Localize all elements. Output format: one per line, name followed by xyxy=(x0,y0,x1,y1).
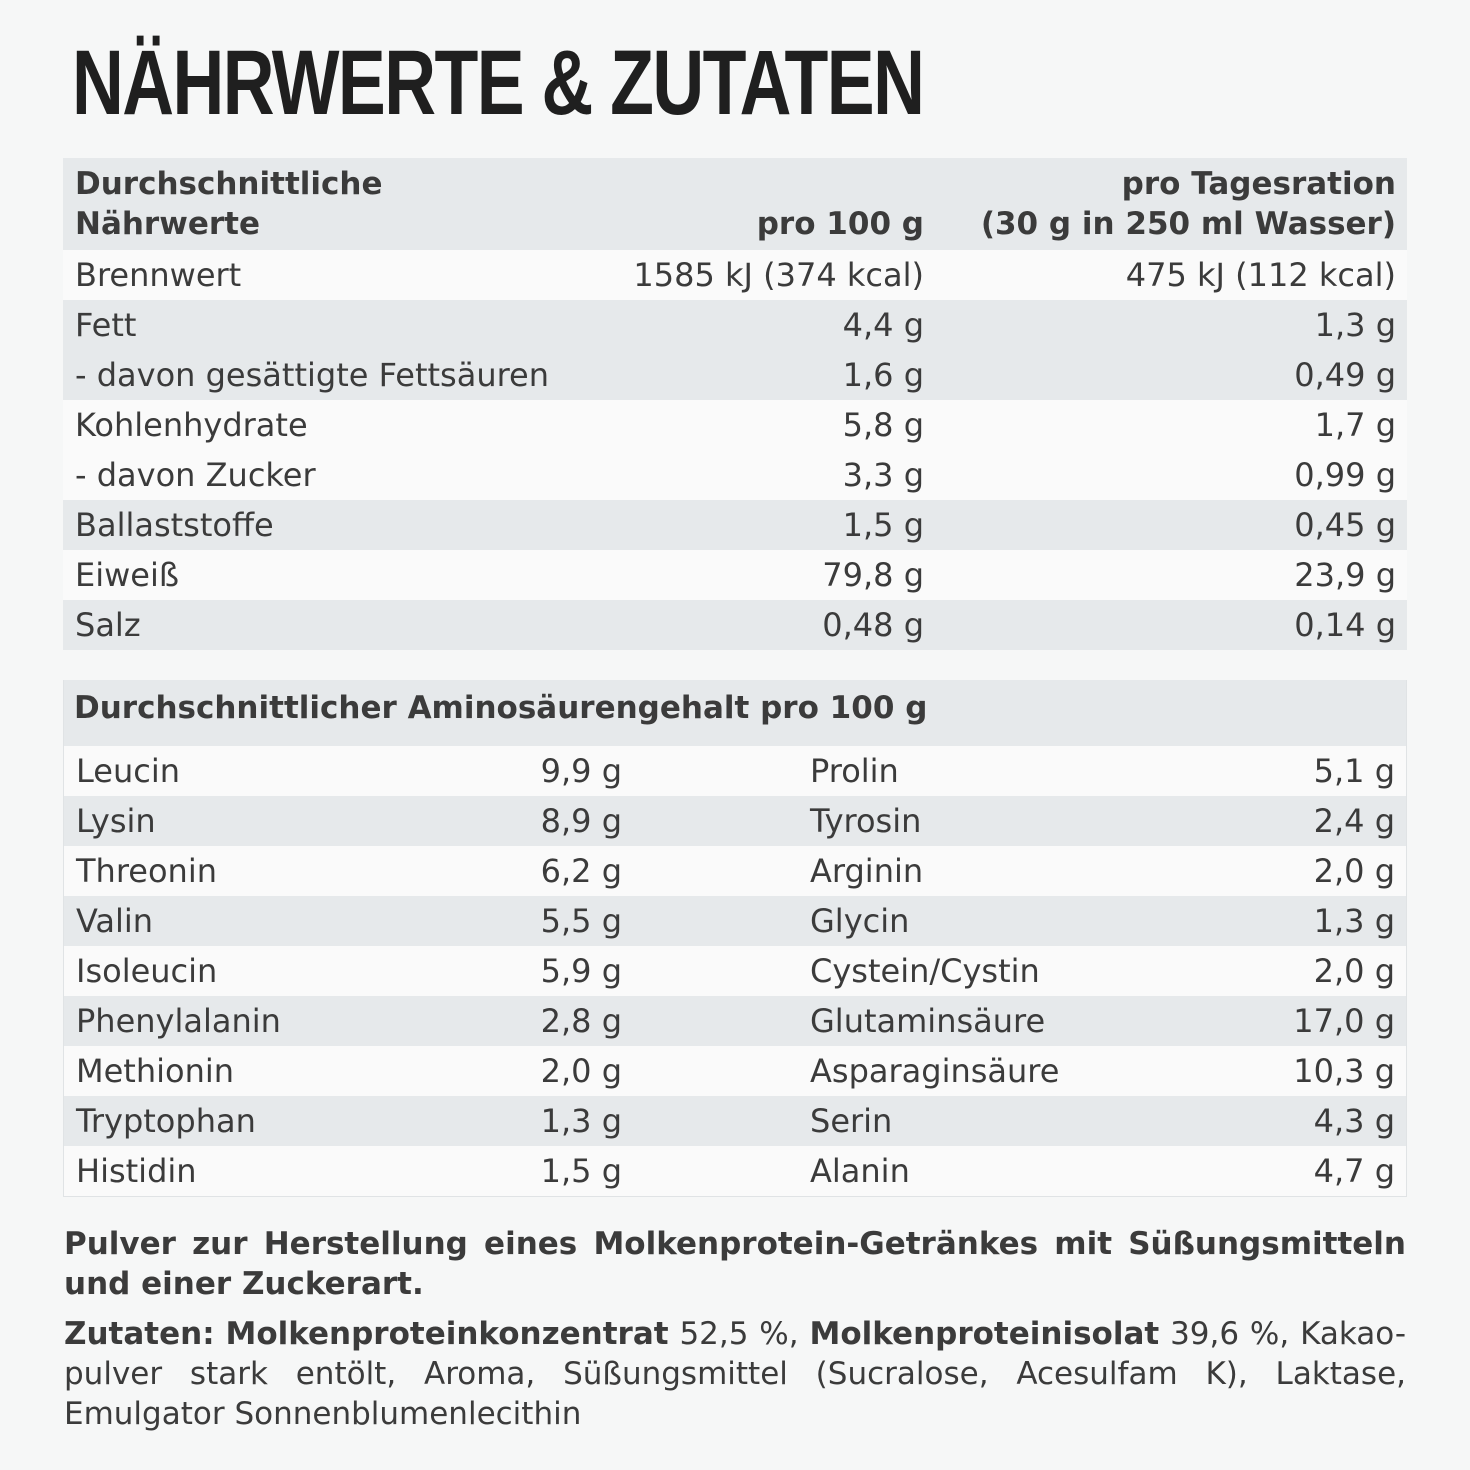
amino-acid-row xyxy=(64,996,1406,1046)
page-title: NÄHRWERTE & ZUTATEN xyxy=(72,32,924,134)
ingredient-2-percent: 39,6 %, xyxy=(1170,1316,1290,1352)
nutrient-per-100g: 1,6 g xyxy=(842,356,924,394)
header-per-serving-line2: (30 g in 250 ml Wasser) xyxy=(980,206,1396,242)
nutrient-name: Kohlenhydrate xyxy=(75,406,308,444)
amino-acid-table-header: Durchschnittlicher Aminosäurengehalt pro 100 g xyxy=(64,680,1406,746)
amino-acid-table xyxy=(63,680,1407,1197)
header-per-serving xyxy=(981,164,1396,244)
nutrient-per-serving: 475 kJ (112 kcal) xyxy=(1125,256,1396,294)
ingredients-label: Zutaten: xyxy=(64,1316,215,1352)
amino-acid-row xyxy=(64,746,1406,796)
nutrient-name: Salz xyxy=(75,606,141,644)
amino-acid-left-value: 9,9 g xyxy=(540,752,622,790)
nutrient-per-100g: 1585 kJ (374 kcal) xyxy=(633,256,924,294)
amino-acid-left-value: 5,9 g xyxy=(540,952,622,990)
nutrition-row xyxy=(63,400,1407,450)
nutrient-per-100g: 3,3 g xyxy=(842,456,924,494)
amino-acid-right-value: 1,3 g xyxy=(1313,902,1395,940)
amino-acid-left-value: 1,3 g xyxy=(540,1102,622,1140)
nutrient-name: - davon gesättigte Fettsäuren xyxy=(75,356,550,394)
amino-acid-right-name: Glycin xyxy=(810,902,910,940)
ingredient-2-name: Molkenproteinisolat xyxy=(809,1316,1160,1352)
header-per-serving-line1: pro Tagesration xyxy=(1121,166,1396,202)
nutrient-per-100g: 1,5 g xyxy=(842,506,924,544)
amino-acid-right-name: Cystein/Cystin xyxy=(810,952,1040,990)
amino-acid-right-value: 2,4 g xyxy=(1313,802,1395,840)
nutrition-row xyxy=(63,350,1407,400)
ingredient-1-percent: 52,5 %, xyxy=(679,1316,799,1352)
nutrition-row xyxy=(63,450,1407,500)
amino-acid-row xyxy=(64,846,1406,896)
amino-acid-left-name: Lysin xyxy=(76,802,156,840)
amino-acid-row xyxy=(64,896,1406,946)
nutrient-name: Brennwert xyxy=(75,256,242,294)
nutrient-per-serving: 0,45 g xyxy=(1294,506,1396,544)
amino-acid-left-value: 6,2 g xyxy=(540,852,622,890)
nutrition-row xyxy=(63,550,1407,600)
ingredients-text xyxy=(64,1314,1406,1434)
nutrition-row xyxy=(63,250,1407,300)
amino-acid-right-name: Serin xyxy=(810,1102,893,1140)
nutrient-name: Fett xyxy=(75,306,137,344)
amino-acid-row xyxy=(64,1096,1406,1146)
nutrient-per-100g: 79,8 g xyxy=(822,556,924,594)
amino-acid-row xyxy=(64,946,1406,996)
amino-acid-left-value: 5,5 g xyxy=(540,902,622,940)
nutrition-table xyxy=(63,158,1407,650)
amino-acid-left-name: Methionin xyxy=(76,1052,235,1090)
amino-acid-row xyxy=(64,796,1406,846)
nutrient-name: Eiweiß xyxy=(75,556,180,594)
amino-acid-right-value: 4,7 g xyxy=(1313,1152,1395,1190)
nutrient-per-serving: 0,49 g xyxy=(1294,356,1396,394)
amino-acid-left-name: Tryptophan xyxy=(76,1102,256,1140)
nutrient-per-serving: 1,7 g xyxy=(1314,406,1396,444)
amino-acid-row xyxy=(64,1046,1406,1096)
amino-acid-left-name: Histidin xyxy=(76,1152,197,1190)
amino-acid-left-name: Threonin xyxy=(76,852,217,890)
amino-acid-right-name: Asparaginsäure xyxy=(810,1052,1060,1090)
amino-acid-left-name: Valin xyxy=(76,902,154,940)
nutrient-per-serving: 23,9 g xyxy=(1294,556,1396,594)
nutrient-per-serving: 1,3 g xyxy=(1314,306,1396,344)
nutrient-per-100g: 0,48 g xyxy=(822,606,924,644)
nutrient-per-100g: 4,4 g xyxy=(842,306,924,344)
header-per-100g: pro 100 g xyxy=(756,206,924,242)
amino-acid-left-name: Phenylalanin xyxy=(76,1002,281,1040)
nutrient-per-serving: 0,99 g xyxy=(1294,456,1396,494)
nutrition-row xyxy=(63,500,1407,550)
nutrition-row xyxy=(63,600,1407,650)
amino-acid-right-name: Alanin xyxy=(810,1152,910,1190)
amino-acid-row xyxy=(64,1146,1406,1196)
nutrient-per-100g: 5,8 g xyxy=(842,406,924,444)
amino-acid-left-name: Isoleucin xyxy=(76,952,218,990)
amino-acid-right-value: 5,1 g xyxy=(1313,752,1395,790)
amino-acid-right-value: 17,0 g xyxy=(1293,1002,1395,1040)
nutrition-table-header xyxy=(63,158,1407,250)
header-nutrients: Durchschnittliche Nährwerte xyxy=(75,166,383,242)
nutrition-row xyxy=(63,300,1407,350)
amino-acid-right-name: Tyrosin xyxy=(810,802,922,840)
nutrient-name: Ballaststoffe xyxy=(75,506,274,544)
amino-acid-right-name: Glutaminsäure xyxy=(810,1002,1046,1040)
amino-acid-left-value: 1,5 g xyxy=(540,1152,622,1190)
ingredients-rest: Kakao-pulver stark entölt, Aroma, Süßungsmittel (Sucralose, Acesulfam K), Laktase, Emulgator Sonnenblumenlecithin xyxy=(64,1316,1407,1432)
amino-acid-left-value: 8,9 g xyxy=(540,802,622,840)
amino-acid-right-value: 4,3 g xyxy=(1313,1102,1395,1140)
amino-acid-right-value: 2,0 g xyxy=(1313,952,1395,990)
product-description: Pulver zur Herstellung eines Molkenprotein-Getränkes mit Süßungsmitteln und einer Zuckerart. xyxy=(64,1226,1406,1302)
amino-acid-right-value: 10,3 g xyxy=(1293,1052,1395,1090)
amino-acid-right-value: 2,0 g xyxy=(1313,852,1395,890)
nutrient-per-serving: 0,14 g xyxy=(1294,606,1396,644)
amino-acid-left-value: 2,8 g xyxy=(540,1002,622,1040)
amino-acid-right-name: Arginin xyxy=(810,852,924,890)
amino-acid-left-name: Leucin xyxy=(76,752,180,790)
nutrient-name: - davon Zucker xyxy=(75,456,316,494)
amino-acid-left-value: 2,0 g xyxy=(540,1052,622,1090)
amino-acid-right-name: Prolin xyxy=(810,752,899,790)
ingredient-1-name: Molkenproteinkonzentrat xyxy=(225,1316,669,1352)
